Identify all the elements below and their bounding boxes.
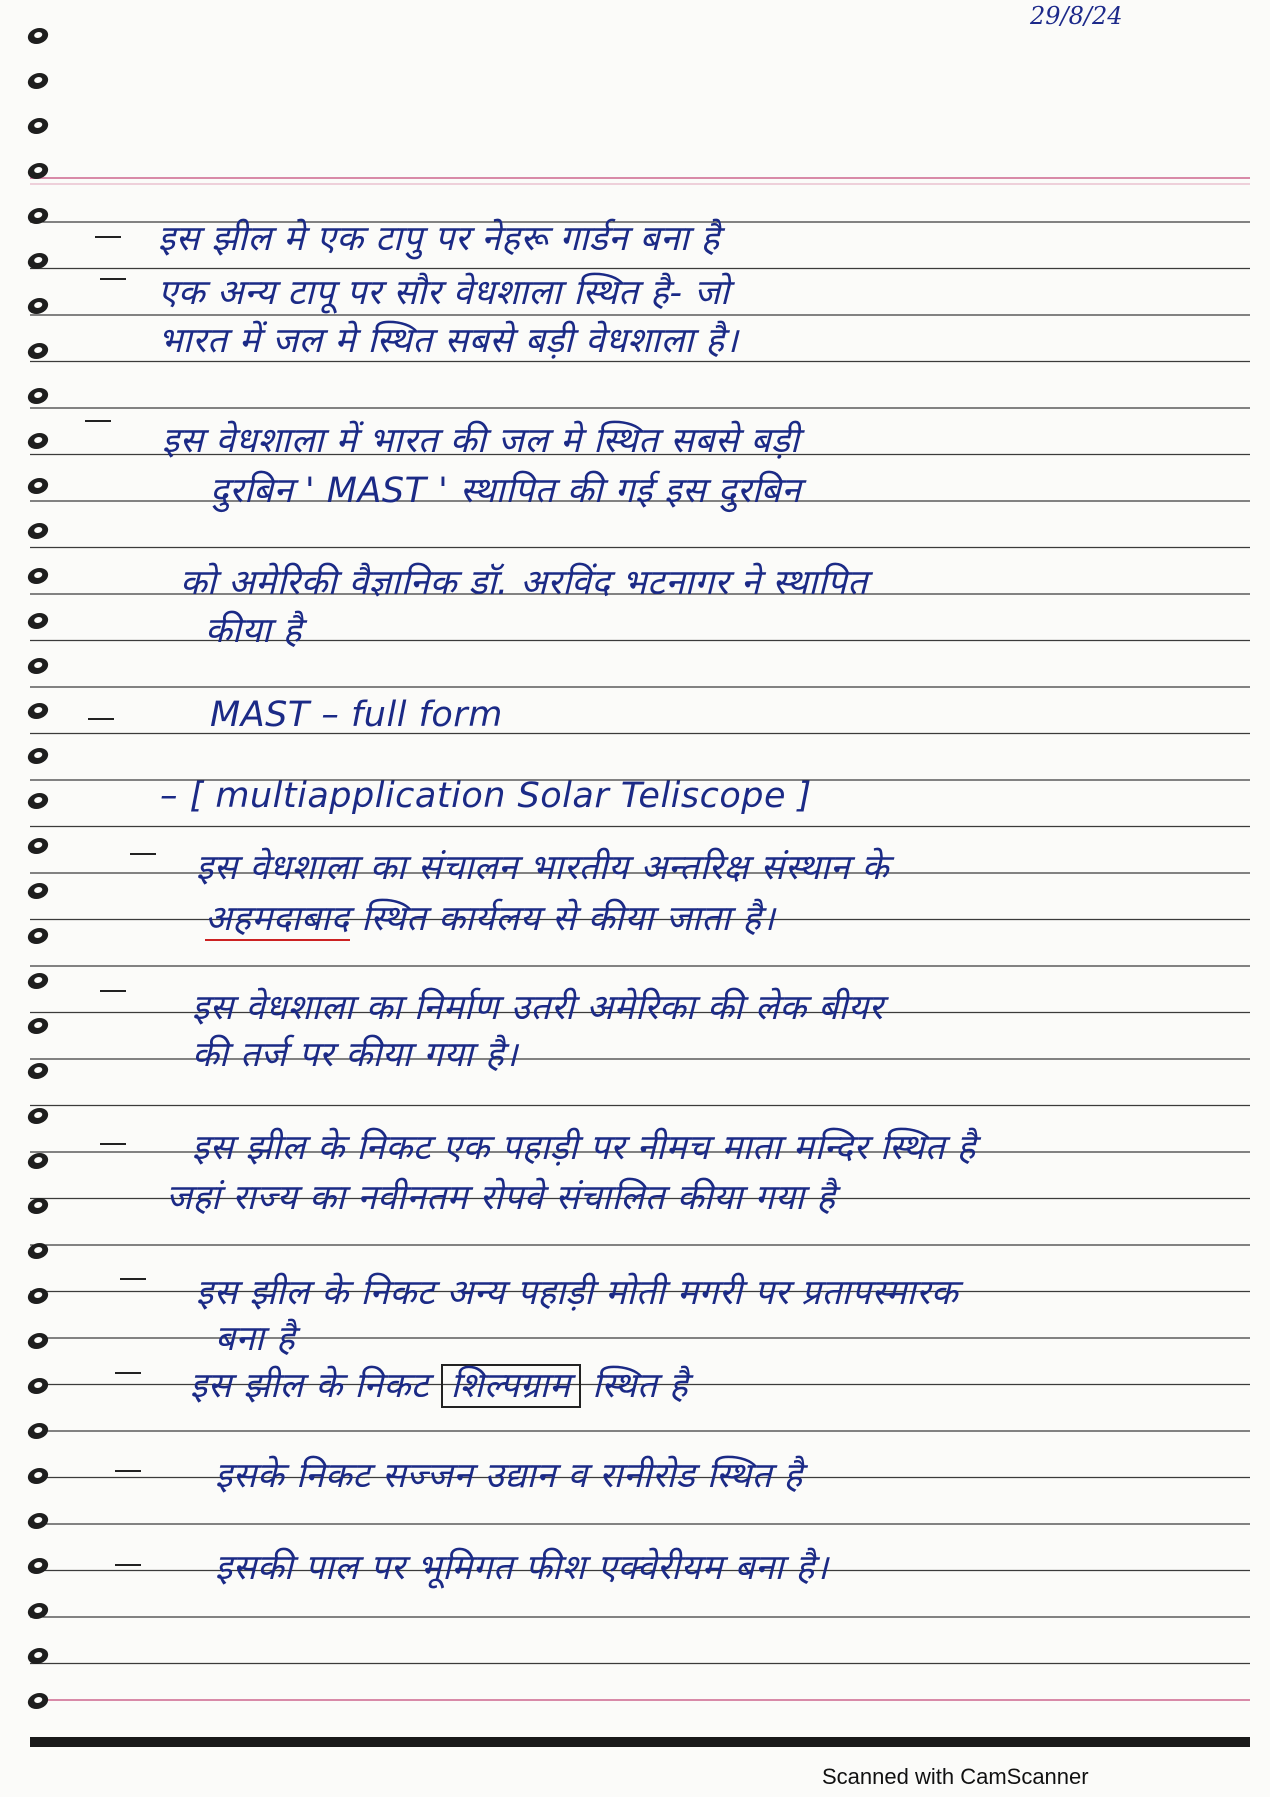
bullet-dash <box>100 278 126 280</box>
bullet-dash <box>115 1470 141 1472</box>
page-bottom-edge <box>30 1737 1250 1747</box>
note-line: इस झील के निकट एक पहाड़ी पर नीमच माता मन्दिर स्थित है <box>192 1128 976 1168</box>
bullet-dash <box>120 1278 146 1280</box>
note-line-rest: स्थित है <box>592 1366 689 1406</box>
note-line: बना है <box>215 1319 296 1359</box>
bullet-dash <box>130 853 156 855</box>
note-line: इस झील के निकट अन्य पहाड़ी मोती मगरी पर प्रतापस्मारक <box>196 1273 959 1313</box>
note-line: कीया है <box>205 611 303 651</box>
note-line: MAST – full form <box>210 695 503 735</box>
note-line: इस झील मे एक टापु पर नेहरू गार्डन बना है <box>158 219 720 259</box>
note-line: की तर्ज पर कीया गया है। <box>192 1035 518 1075</box>
note-line: दुरबिन ' MAST ' स्थापित की गई इस दुरबिन <box>210 471 802 511</box>
note-line: – [ multiapplication Solar Teliscope ] <box>160 776 812 816</box>
bullet-dash <box>100 1143 126 1145</box>
note-line <box>190 1363 688 1409</box>
bullet-dash <box>115 1372 141 1374</box>
note-line: को अमेरिकी वैज्ञानिक डॉ. अरविंद भटनागर ने स्थापित <box>180 563 868 603</box>
note-line: भारत में जल मे स्थित सबसे बड़ी वेधशाला है। <box>158 321 739 361</box>
underlined-city: अहमदाबाद <box>205 899 350 939</box>
bullet-dash <box>85 420 111 422</box>
note-line: एक अन्य टापू पर सौर वेधशाला स्थित है- जो <box>158 273 730 313</box>
note-line: इस वेधशाला का निर्माण उतरी अमेरिका की लेक बीयर <box>192 988 884 1028</box>
bullet-dash <box>100 990 126 992</box>
note-line: इस वेधशाला का संचालन भारतीय अन्तरिक्ष संस्थान के <box>196 848 889 888</box>
scanner-watermark: Scanned with CamScanner <box>822 1764 1089 1789</box>
boxed-term: शिल्पग्राम <box>441 1364 581 1408</box>
note-line-start: इस झील के निकट <box>190 1366 429 1406</box>
note-line: इस वेधशाला में भारत की जल मे स्थित सबसे बड़ी <box>162 421 800 461</box>
note-line <box>205 896 775 942</box>
note-line: इसके निकट सज्जन उद्यान व रानीरोड स्थित है <box>215 1456 803 1496</box>
note-line-rest: स्थित कार्यलय से कीया जाता है। <box>349 899 776 939</box>
page-date: 29/8/24 <box>1030 2 1123 30</box>
bullet-dash <box>95 236 121 238</box>
note-line: जहां राज्य का नवीनतम रोपवे संचालित कीया गया है <box>166 1178 836 1218</box>
bullet-dash <box>115 1564 141 1566</box>
bullet-dash <box>88 718 114 720</box>
note-line: इसकी पाल पर भूमिगत फीश एक्वेरीयम बना है। <box>215 1548 829 1588</box>
